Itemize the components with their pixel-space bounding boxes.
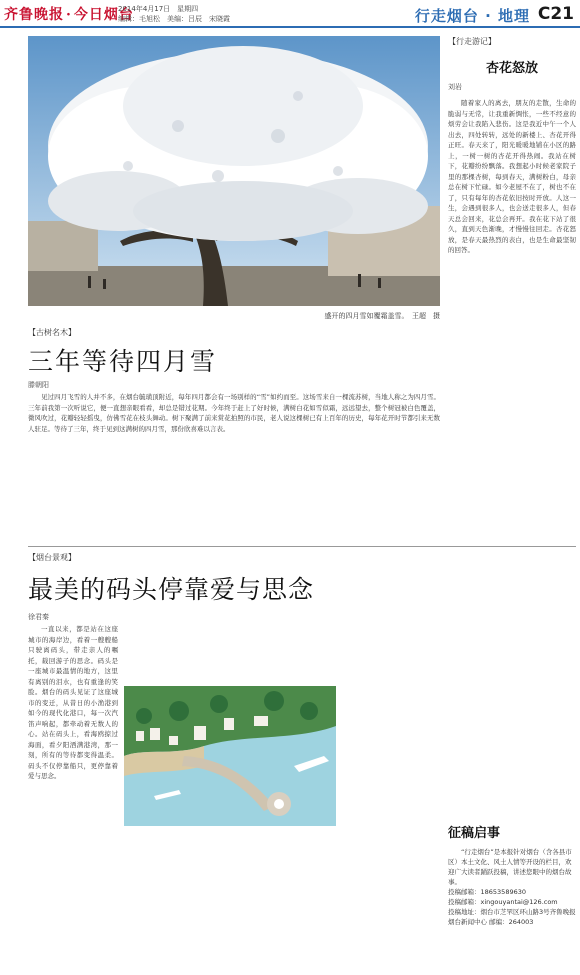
notice-title: 征稿启事 <box>448 826 501 841</box>
article1-headline: 三年等待四月雪 <box>28 347 218 376</box>
right-column <box>448 36 576 816</box>
article1-body-columns <box>28 392 440 542</box>
issue-date: 2014年4月17日 星期四 <box>118 5 199 13</box>
article2-tag: 【烟台景观】 <box>28 553 76 562</box>
right-article-author: 刘岩 <box>448 83 462 91</box>
snow-tree-photo <box>28 36 440 306</box>
article2-headline: 最美的码头停靠爱与思念 <box>28 575 315 604</box>
pier-aerial-photo <box>124 686 336 826</box>
section-name: 今日烟台 <box>73 7 134 23</box>
section-divider <box>28 546 576 547</box>
editors-line: 编辑：毛旭松 美编：吕辰 宋晓霞 <box>118 15 230 23</box>
article2-author: 徐君秦 <box>28 613 49 621</box>
masthead-meta <box>118 4 230 24</box>
page-number: C21 <box>537 4 574 24</box>
notice-email: 投稿邮箱：xingouyantai@126.com <box>448 898 558 906</box>
masthead <box>0 0 580 28</box>
article1-tag: 【古树名木】 <box>28 328 76 337</box>
right-article-title: 杏花怒放 <box>485 61 538 76</box>
right-column-tag: 【行走游记】 <box>448 37 496 46</box>
snow-tree-illustration <box>28 36 440 306</box>
brand-logo: 齐鲁晚报 · 今日烟台 <box>4 7 134 23</box>
page-title: 行走烟台 · 地理 <box>414 7 530 25</box>
article2-body: 一直以来，都是站在这座城市的海岸边，看着一艘艘船只驶离码头，带走亲人的嘱托，载回游子的思念。码头是一座城市最温情的地方，这里有离别的泪水，也有重逢的笑脸。烟台的码头见证了这座城市的变迁，从昔日的小渔港到如今的现代化港口，每一次汽笛声响起，都牵动着无数人的心。站在码头上，看海鸥掠过海面，看夕阳洒满港湾，那一刻，所有的等待都变得温柔。码头不仅停靠船只，更停靠着爱与思念。 <box>28 625 118 780</box>
photo-caption: 盛开的四月雪如覆霜盖雪。 王超 摄 <box>324 312 440 320</box>
notice-body: “行走烟台”是本报针对烟台（含各县市区）本土文化、风土人情等开设的栏目，欢迎广大读者踊跃投稿，讲述您眼中的烟台故事。 <box>448 848 572 886</box>
call-for-submissions <box>448 822 576 967</box>
notice-address: 投稿地址：烟台市芝罘区环山路3号齐鲁晚报烟台新闻中心 邮编：264003 <box>448 908 576 926</box>
article1-author: 滕朝阳 <box>28 381 49 389</box>
notice-email-label: 投稿邮箱：18653589630 <box>448 888 526 896</box>
brand-name: 齐鲁晚报 <box>4 7 64 23</box>
right-article-body: 随着家人的离去，朋友的走散，生命的脆弱与无常，让我重新惆怅，一些不经意的烦劳会让我陷入悲伤。这是我近中午一个人出去，四处转转，远处的新楼上、杏花开得正旺。春天来了，阳光暖暖地铺在小区的路上，一树一树的杏花开得热闹。我站在树下，花瓣纷纷飘落。我想起小时候老家院子里的那棵杏树，每到春天，满树粉白，母亲总在树下忙碌。如今老屋不在了，树也不在了，只有每年的杏花依旧按时开放。人这一生，会遇到很多人，也会送走很多人，但春天总会回来，花总会再开。我在花下站了很久，直到天色渐晚，才慢慢往回走。杏花怒放，是春天最热烈的表白，也是生命最坚韧的回答。 <box>448 99 576 254</box>
article1-body: 见过四月飞雪的人并不多，在烟台毓璜顶附近，每年四月都会有一场别样的“雪”如约而至。这场雪来自一棵流苏树，当地人称之为四月雪。三年前我第一次听说它，便一直想亲眼看看，却总是错过花期。今年终于赶上了好时候，满树白花如雪似霜，远远望去，整个树冠被白色覆盖，微风吹过，花瓣轻轻摇曳，仿佛雪花在枝头舞动。树下聚满了前来赏花拍照的市民，老人说这棵树已有上百年的历史，每年花开时节都引来无数人驻足。等待了三年，终于见到这满树的四月雪，那份欣喜难以言表。 <box>28 393 440 433</box>
pier-illustration <box>124 686 336 826</box>
